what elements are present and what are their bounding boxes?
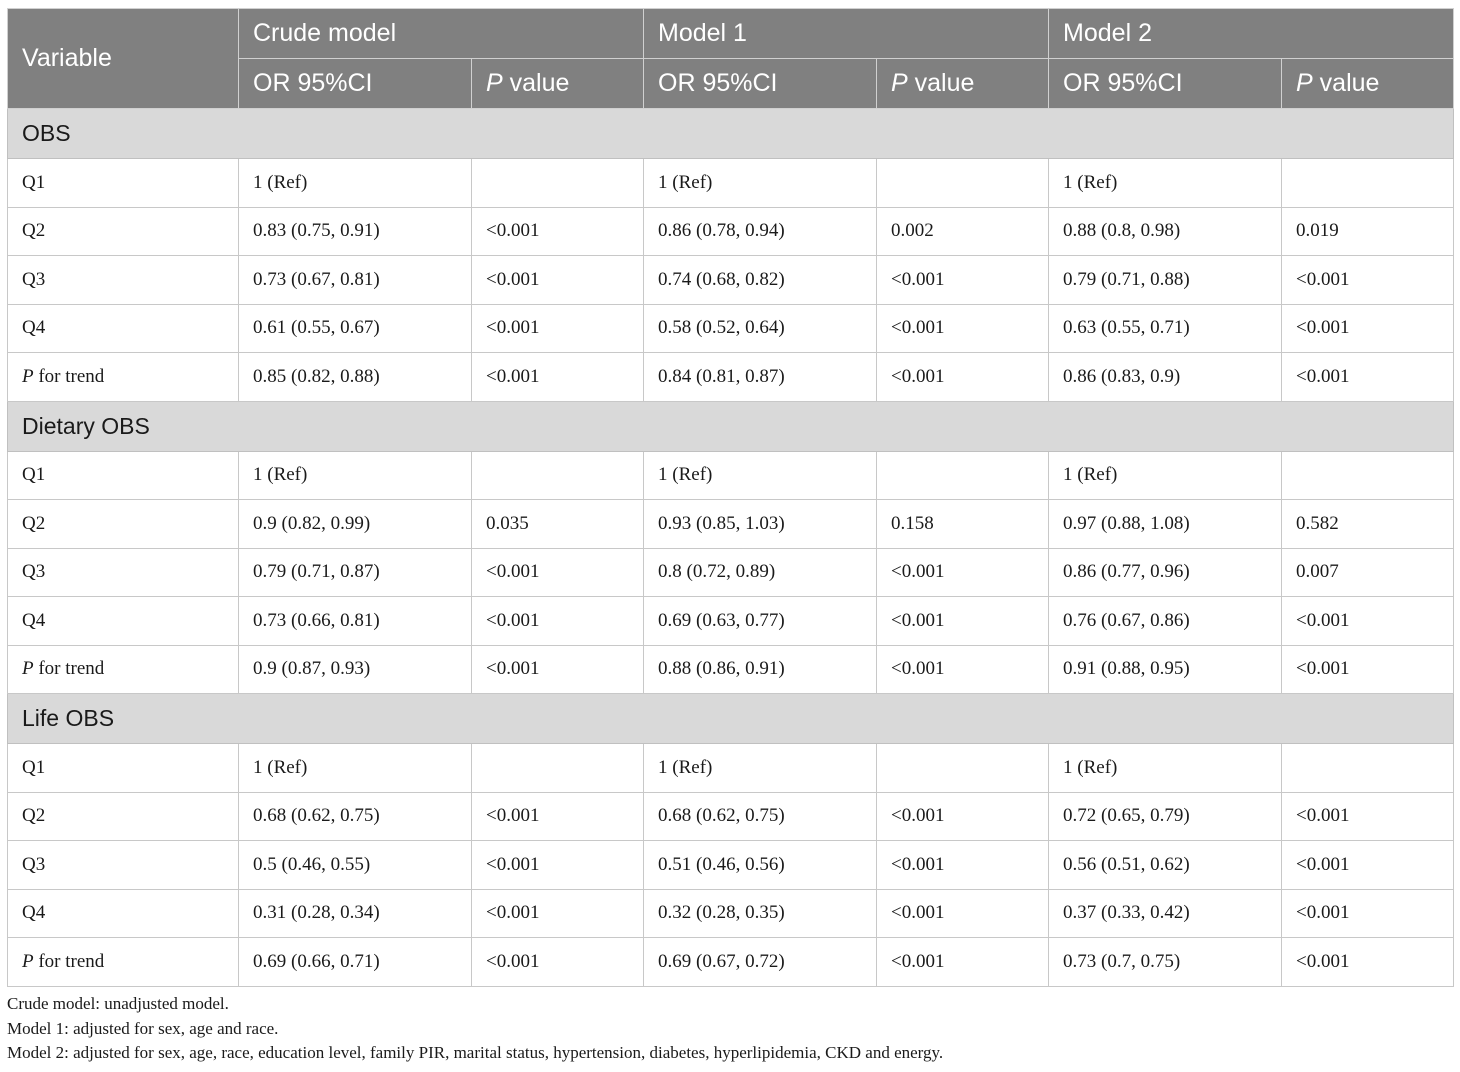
p-value-cell: 0.582 xyxy=(1282,500,1454,549)
row-label-italic: P xyxy=(22,658,34,680)
p-symbol: P xyxy=(486,69,503,97)
or-ci-cell: 0.69 (0.63, 0.77) xyxy=(644,597,877,646)
p-value-cell: 0.002 xyxy=(877,207,1049,256)
or-ci-header: OR 95%CI xyxy=(644,59,877,109)
or-ci-cell: 1 (Ref) xyxy=(644,451,877,500)
p-value-cell: <0.001 xyxy=(877,792,1049,841)
or-ci-cell: 0.76 (0.67, 0.86) xyxy=(1049,597,1282,646)
or-ci-cell: 0.72 (0.65, 0.79) xyxy=(1049,792,1282,841)
p-value-cell: <0.001 xyxy=(1282,304,1454,353)
row-label xyxy=(8,353,239,402)
or-ci-header: OR 95%CI xyxy=(1049,59,1282,109)
row-label-text: Q3 xyxy=(22,561,46,583)
or-ci-cell: 1 (Ref) xyxy=(644,744,877,793)
or-ci-cell: 0.86 (0.83, 0.9) xyxy=(1049,353,1282,402)
table-header xyxy=(8,9,1454,109)
p-value-cell: <0.001 xyxy=(1282,597,1454,646)
results-table-container xyxy=(7,8,1453,987)
table-row xyxy=(8,792,1454,841)
or-ci-cell: 0.9 (0.82, 0.99) xyxy=(239,500,472,549)
p-value-cell xyxy=(877,159,1049,208)
row-label-text: Q1 xyxy=(22,756,46,778)
table-body xyxy=(8,109,1454,987)
model-1-header: Model 1 xyxy=(644,9,1049,59)
row-label xyxy=(8,159,239,208)
p-value-cell: <0.001 xyxy=(472,792,644,841)
p-value-cell: <0.001 xyxy=(472,841,644,890)
or-ci-cell: 0.85 (0.82, 0.88) xyxy=(239,353,472,402)
section-title: OBS xyxy=(8,109,1454,159)
p-value-cell xyxy=(877,451,1049,500)
row-label xyxy=(8,792,239,841)
p-value-cell xyxy=(472,744,644,793)
table-row xyxy=(8,645,1454,694)
table-row xyxy=(8,500,1454,549)
or-ci-cell: 0.68 (0.62, 0.75) xyxy=(644,792,877,841)
row-label-text: Q3 xyxy=(22,853,46,875)
or-ci-cell: 0.68 (0.62, 0.75) xyxy=(239,792,472,841)
p-value-cell: <0.001 xyxy=(1282,938,1454,987)
or-ci-cell: 0.32 (0.28, 0.35) xyxy=(644,889,877,938)
row-label xyxy=(8,597,239,646)
p-value-cell: <0.001 xyxy=(472,889,644,938)
crude-model-header: Crude model xyxy=(239,9,644,59)
p-value-cell: <0.001 xyxy=(472,548,644,597)
table-row xyxy=(8,207,1454,256)
section-row xyxy=(8,694,1454,744)
p-value-cell: <0.001 xyxy=(877,841,1049,890)
or-ci-cell: 0.69 (0.67, 0.72) xyxy=(644,938,877,987)
p-value-cell: <0.001 xyxy=(877,304,1049,353)
or-ci-cell: 0.56 (0.51, 0.62) xyxy=(1049,841,1282,890)
p-value-cell: <0.001 xyxy=(877,938,1049,987)
or-ci-cell: 0.83 (0.75, 0.91) xyxy=(239,207,472,256)
or-ci-cell: 1 (Ref) xyxy=(1049,744,1282,793)
or-ci-cell: 0.74 (0.68, 0.82) xyxy=(644,256,877,305)
p-value-cell xyxy=(472,159,644,208)
section-row xyxy=(8,109,1454,159)
p-value-text: value xyxy=(907,69,975,97)
or-ci-cell: 0.63 (0.55, 0.71) xyxy=(1049,304,1282,353)
or-ci-header: OR 95%CI xyxy=(239,59,472,109)
row-label-text: for trend xyxy=(33,365,105,387)
p-value-cell: 0.158 xyxy=(877,500,1049,549)
row-label-italic: P xyxy=(22,950,34,972)
row-label-text: for trend xyxy=(33,658,105,680)
p-value-cell xyxy=(1282,159,1454,208)
p-value-cell: <0.001 xyxy=(472,256,644,305)
p-value-cell xyxy=(877,744,1049,793)
row-label-text: Q4 xyxy=(22,609,46,631)
or-ci-cell: 0.58 (0.52, 0.64) xyxy=(644,304,877,353)
or-ci-cell: 0.97 (0.88, 1.08) xyxy=(1049,500,1282,549)
row-label-text: Q2 xyxy=(22,805,46,827)
p-value-header xyxy=(1282,59,1454,109)
or-ci-cell: 0.91 (0.88, 0.95) xyxy=(1049,645,1282,694)
p-value-cell: <0.001 xyxy=(1282,889,1454,938)
or-ci-cell: 0.86 (0.78, 0.94) xyxy=(644,207,877,256)
row-label xyxy=(8,548,239,597)
table-row xyxy=(8,353,1454,402)
row-label-text: Q2 xyxy=(22,512,46,534)
or-ci-cell: 0.93 (0.85, 1.03) xyxy=(644,500,877,549)
p-value-cell: <0.001 xyxy=(877,645,1049,694)
or-ci-cell: 1 (Ref) xyxy=(1049,159,1282,208)
or-ci-cell: 0.31 (0.28, 0.34) xyxy=(239,889,472,938)
or-ci-cell: 0.37 (0.33, 0.42) xyxy=(1049,889,1282,938)
or-ci-cell: 1 (Ref) xyxy=(1049,451,1282,500)
section-row xyxy=(8,401,1454,451)
or-ci-cell: 1 (Ref) xyxy=(239,159,472,208)
or-ci-cell: 1 (Ref) xyxy=(644,159,877,208)
header-row-groups xyxy=(8,9,1454,59)
table-row xyxy=(8,938,1454,987)
p-value-cell: <0.001 xyxy=(1282,645,1454,694)
table-footnotes xyxy=(7,992,1453,1066)
or-ci-cell: 0.73 (0.67, 0.81) xyxy=(239,256,472,305)
p-value-cell: <0.001 xyxy=(472,304,644,353)
row-label xyxy=(8,645,239,694)
table-row xyxy=(8,256,1454,305)
p-value-cell: 0.019 xyxy=(1282,207,1454,256)
or-ci-cell: 0.88 (0.86, 0.91) xyxy=(644,645,877,694)
row-label xyxy=(8,451,239,500)
row-label xyxy=(8,938,239,987)
or-ci-cell: 0.79 (0.71, 0.87) xyxy=(239,548,472,597)
or-ci-cell: 1 (Ref) xyxy=(239,744,472,793)
row-label xyxy=(8,841,239,890)
table-row xyxy=(8,304,1454,353)
footnote-line: Model 2: adjusted for sex, age, race, education level, family PIR, marital status, hypertension, diabetes, hyperlipidemia, CKD and energy. xyxy=(7,1043,944,1062)
row-label xyxy=(8,304,239,353)
or-ci-cell: 0.73 (0.66, 0.81) xyxy=(239,597,472,646)
p-value-cell: <0.001 xyxy=(472,645,644,694)
row-label-text: Q1 xyxy=(22,464,46,486)
p-symbol: P xyxy=(1296,69,1313,97)
row-label-italic: P xyxy=(22,365,34,387)
row-label xyxy=(8,256,239,305)
row-label-text: Q2 xyxy=(22,220,46,242)
variable-header: Variable xyxy=(8,9,239,109)
or-ci-cell: 0.79 (0.71, 0.88) xyxy=(1049,256,1282,305)
p-value-cell xyxy=(472,451,644,500)
or-ci-cell: 0.69 (0.66, 0.71) xyxy=(239,938,472,987)
or-ci-cell: 0.9 (0.87, 0.93) xyxy=(239,645,472,694)
row-label-text: Q4 xyxy=(22,902,46,924)
p-value-cell: <0.001 xyxy=(1282,841,1454,890)
row-label-text: for trend xyxy=(33,950,105,972)
table-row xyxy=(8,159,1454,208)
p-value-cell: 0.035 xyxy=(472,500,644,549)
p-value-cell: <0.001 xyxy=(472,597,644,646)
or-ci-cell: 0.88 (0.8, 0.98) xyxy=(1049,207,1282,256)
p-value-cell: <0.001 xyxy=(877,353,1049,402)
or-ci-cell: 1 (Ref) xyxy=(239,451,472,500)
or-ci-cell: 0.84 (0.81, 0.87) xyxy=(644,353,877,402)
p-value-cell: <0.001 xyxy=(1282,256,1454,305)
footnote-line: Model 1: adjusted for sex, age and race. xyxy=(7,1018,279,1038)
p-value-cell: 0.007 xyxy=(1282,548,1454,597)
table-row xyxy=(8,744,1454,793)
p-value-cell: <0.001 xyxy=(472,938,644,987)
p-value-cell: <0.001 xyxy=(472,353,644,402)
section-title: Dietary OBS xyxy=(8,401,1454,451)
row-label-text: Q3 xyxy=(22,268,46,290)
p-value-cell: <0.001 xyxy=(877,597,1049,646)
p-value-cell: <0.001 xyxy=(877,256,1049,305)
p-value-cell: <0.001 xyxy=(472,207,644,256)
row-label-text: Q1 xyxy=(22,171,46,193)
p-value-header xyxy=(877,59,1049,109)
p-value-cell xyxy=(1282,744,1454,793)
p-value-text: value xyxy=(502,69,570,97)
or-ci-cell: 0.51 (0.46, 0.56) xyxy=(644,841,877,890)
p-value-cell: <0.001 xyxy=(1282,792,1454,841)
table-row xyxy=(8,548,1454,597)
row-label xyxy=(8,500,239,549)
model-2-header: Model 2 xyxy=(1049,9,1454,59)
table-row xyxy=(8,889,1454,938)
section-title: Life OBS xyxy=(8,694,1454,744)
p-value-cell xyxy=(1282,451,1454,500)
or-ci-cell: 0.5 (0.46, 0.55) xyxy=(239,841,472,890)
table-row xyxy=(8,597,1454,646)
p-value-cell: <0.001 xyxy=(1282,353,1454,402)
footnote-line: Crude model: unadjusted model. xyxy=(7,994,229,1013)
row-label xyxy=(8,889,239,938)
table-row xyxy=(8,841,1454,890)
p-value-header xyxy=(472,59,644,109)
table-row xyxy=(8,451,1454,500)
or-ci-cell: 0.73 (0.7, 0.75) xyxy=(1049,938,1282,987)
row-label-text: Q4 xyxy=(22,317,46,339)
p-symbol: P xyxy=(891,69,908,97)
p-value-cell: <0.001 xyxy=(877,889,1049,938)
or-ci-cell: 0.61 (0.55, 0.67) xyxy=(239,304,472,353)
or-ci-cell: 0.8 (0.72, 0.89) xyxy=(644,548,877,597)
odds-ratio-table xyxy=(7,8,1454,987)
row-label xyxy=(8,744,239,793)
or-ci-cell: 0.86 (0.77, 0.96) xyxy=(1049,548,1282,597)
p-value-cell: <0.001 xyxy=(877,548,1049,597)
row-label xyxy=(8,207,239,256)
p-value-text: value xyxy=(1312,69,1380,97)
